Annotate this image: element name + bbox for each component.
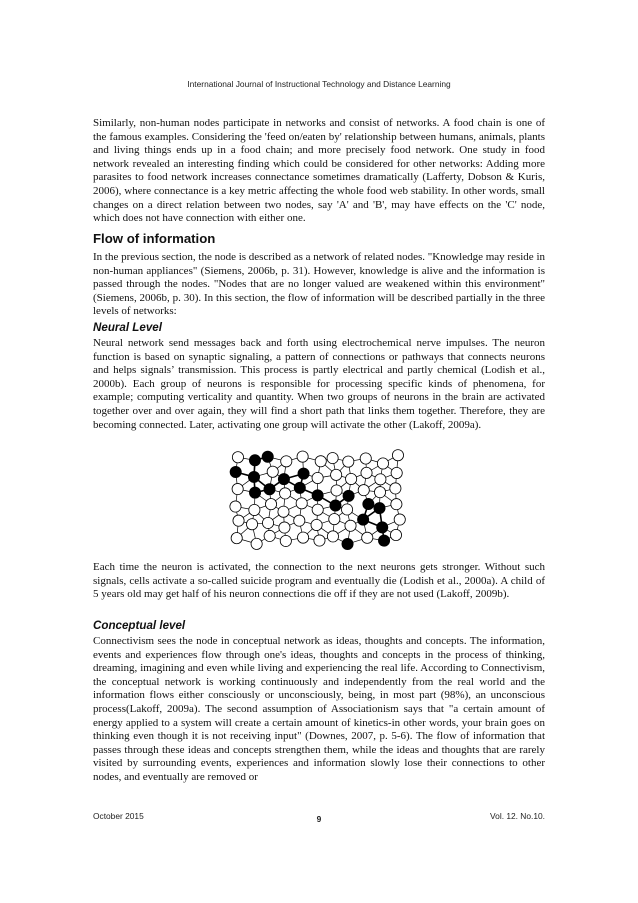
neuron-node-inactive bbox=[392, 450, 403, 461]
neuron-node-inactive bbox=[341, 504, 352, 515]
neuron-node-active bbox=[294, 482, 305, 493]
neuron-node-inactive bbox=[329, 513, 340, 524]
neuron-node-inactive bbox=[231, 533, 242, 544]
subheading-conceptual-level: Conceptual level bbox=[93, 619, 186, 632]
neuron-node-inactive bbox=[362, 532, 373, 543]
neuron-node-inactive bbox=[262, 517, 273, 528]
neuron-node-inactive bbox=[312, 472, 323, 483]
neuron-node-inactive bbox=[312, 504, 323, 515]
running-header: International Journal of Instructional Technology and Distance Learning bbox=[187, 79, 451, 89]
neuron-node-active bbox=[249, 455, 260, 466]
neuron-node-inactive bbox=[279, 522, 290, 533]
neuron-node-inactive bbox=[249, 504, 260, 515]
neuron-node-inactive bbox=[327, 452, 338, 463]
article-body bbox=[93, 117, 545, 785]
neuron-node-active bbox=[262, 451, 273, 462]
neuron-node-inactive bbox=[343, 456, 354, 467]
neuron-node-inactive bbox=[358, 485, 369, 496]
neuron-node-inactive bbox=[278, 506, 289, 517]
neuron-node-active bbox=[249, 487, 260, 498]
neuron-node-inactive bbox=[391, 467, 402, 478]
footer-volume: Vol. 12. No.10. bbox=[490, 811, 545, 821]
neuron-node-inactive bbox=[280, 535, 291, 546]
neuron-node-inactive bbox=[265, 499, 276, 510]
neuron-node-inactive bbox=[391, 499, 402, 510]
neuron-node-inactive bbox=[267, 466, 278, 477]
neuron-node-inactive bbox=[281, 456, 292, 467]
neuron-node-inactive bbox=[394, 514, 405, 525]
neuron-node-inactive bbox=[360, 453, 371, 464]
subheading-neural-level: Neural Level bbox=[93, 321, 162, 334]
footer-date: October 2015 bbox=[93, 811, 144, 821]
neuron-node-inactive bbox=[375, 474, 386, 485]
neuron-node-active bbox=[230, 466, 241, 477]
neuron-node-active bbox=[264, 484, 275, 495]
neural-network-diagram bbox=[226, 447, 412, 551]
neuron-node-inactive bbox=[346, 473, 357, 484]
neuron-node-inactive bbox=[345, 520, 356, 531]
neuron-node-inactive bbox=[294, 515, 305, 526]
neuron-node-active bbox=[358, 514, 369, 525]
neuron-node-inactive bbox=[280, 488, 291, 499]
neuron-node-inactive bbox=[315, 456, 326, 467]
paragraph-neuron-activation: Each time the neuron is activated, the connection to the next neurons gets stronger. Without such signals, cells activate a so-called suicide program and eventually die (Lodish et al., 2000a). A child of 5 years old may get half of his neuron connections die off if they are not used (Lakoff, 2009b). bbox=[93, 561, 545, 601]
neuron-node-inactive bbox=[311, 519, 322, 530]
neuron-node-inactive bbox=[314, 535, 325, 546]
neuron-node-inactive bbox=[296, 498, 307, 509]
section-heading: Flow of information bbox=[93, 231, 216, 246]
neuron-node-active bbox=[330, 500, 341, 511]
neuron-node-active bbox=[377, 522, 388, 533]
neuron-node-inactive bbox=[232, 483, 243, 494]
neuron-node-active bbox=[363, 498, 374, 509]
neuron-node-active bbox=[378, 535, 389, 546]
neuron-node-inactive bbox=[264, 530, 275, 541]
neuron-node-active bbox=[298, 468, 309, 479]
neuron-node-inactive bbox=[232, 452, 243, 463]
neuron-node-inactive bbox=[246, 519, 257, 530]
paragraph-food-network: Similarly, non-human nodes participate in networks and consist of networks. A food chain is one of the famous examples. Considering the 'feed on/eaten by' relationship between humans, animals, plants and living things ends up in a food chain; and more precisely food network. One study in food network revealed an interesting finding which could be considered for other networks: Adding more parasites to food network increases connectance sometimes dramatically (Lafferty, Dobson & Kuris, 2006), where connectance is a key metric affecting the whole food web stability. In other words, small changes on a direct relation between two nodes, say 'A' and 'B', may have effects on the 'C' node, which does not have connection with either one. bbox=[93, 117, 545, 225]
paragraph-flow-intro: In the previous section, the node is described as a network of related nodes. "Knowledge may reside in non-human appliances" (Siemens, 2006b, p. 31). However, knowledge is alive and the information is passed through the nodes. "Nodes that are no longer valued are weakened within this environment"(Siemens, 2006b, p. 30). In this section, the flow of information will be described partially in the three levels of networks: bbox=[93, 251, 545, 318]
neuron-node-active bbox=[278, 473, 289, 484]
neuron-node-inactive bbox=[361, 467, 372, 478]
neuron-node-active bbox=[248, 471, 259, 482]
paragraph-neural-network: Neural network send messages back and forth using electrochemical nerve impulses. The neuron function is based on synaptic signaling, a pattern of connections or pathways that connects neurons and helps signals’ transmission. This process is partly electrical and partly chemical (Lodish et al., 2000b). Each group of neurons is responsible for processing specific kinds of phenomena, for example; computing verticality and quantity. When two groups of neurons in the brain are activated together over and over again, they will find a short path that links them together. Therefore, they are becoming connected. Later, activating one group will activate the other (Lakoff, 2009a). bbox=[93, 337, 545, 431]
neuron-node-active bbox=[342, 538, 353, 549]
neuron-node-active bbox=[343, 490, 354, 501]
neuron-node-inactive bbox=[327, 531, 338, 542]
network-nodes bbox=[230, 450, 405, 550]
neuron-node-inactive bbox=[230, 501, 241, 512]
neuron-node-inactive bbox=[297, 451, 308, 462]
neural-network-figure bbox=[93, 444, 545, 554]
neuron-node-inactive bbox=[331, 469, 342, 480]
paragraph-conceptual-network: Connectivism sees the node in conceptual network as ideas, thoughts and concepts. The information, events and experiences flow through one's ideas, thoughts and concepts in the process of thinking, dreaming, imagining and even while living and experiencing the real life. According to Connectivism, the conceptual network is working continuously and independently from the real world and the information flows either consciously or unconsciously, being, in most part (98%), an unconscious process(Lakoff, 2009a). The second assumption of Associationism says that "a certain amount of energy applied to a system will create a certain amount of kinetics-in other words, your brain goes on thinking even though it is not receiving input" (Downes, 2007, p. 5-6). The flow of information that passes through these ideas and concepts strengthen them, while the ideas and thoughts that are rarely visited by surrounding events, experiences and information slowly lose their connections to other nodes, and eventually are removed or bbox=[93, 635, 545, 783]
neuron-node-inactive bbox=[233, 515, 244, 526]
page-number: 9 bbox=[316, 814, 322, 824]
neuron-node-inactive bbox=[390, 529, 401, 540]
neuron-node-inactive bbox=[374, 487, 385, 498]
neuron-node-inactive bbox=[331, 485, 342, 496]
neuron-node-active bbox=[374, 502, 385, 513]
neuron-node-active bbox=[312, 490, 323, 501]
neuron-node-inactive bbox=[377, 458, 388, 469]
neuron-node-inactive bbox=[297, 532, 308, 543]
neuron-node-inactive bbox=[390, 483, 401, 494]
neuron-node-inactive bbox=[251, 538, 262, 549]
